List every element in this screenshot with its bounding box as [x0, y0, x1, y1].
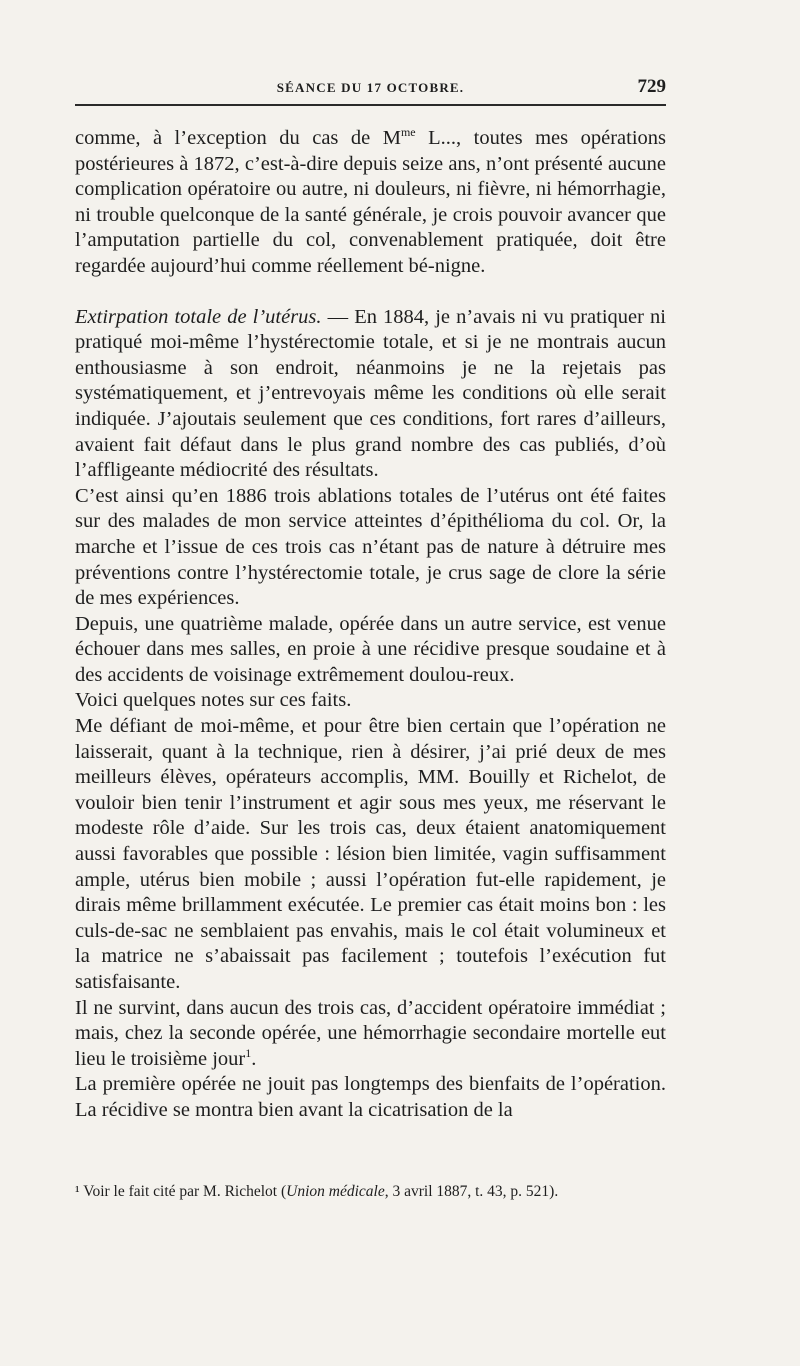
paragraph-1: comme, à l’exception du cas de $M^{me}$ L..., toutes mes opérations postérieures à 1872, c’est-à-dire depuis seize ans, n’ont présenté aucune complication opératoire ou autre, ni douleurs, ni fièvre, ni hémorrhagie, ni trouble quelconque de la santé générale, je crois pouvoir avancer que l’amputation partielle du col, convenablement pratiquée, doit être regardée aujourd’hui comme réellement bé-nigne. — [75, 125, 667, 277]
paragraph-6: Il ne survint, dans aucun des trois cas, d’accident opératoire immédiat ; mais, chez la seconde opérée, une hémorrhagie secondaire mortelle eut lieu le troisième jour$^1$. — [75, 996, 666, 1070]
footnote-ref: 1 — [245, 1045, 252, 1060]
paragraph-4: Voici quelques notes sur ces faits. — [75, 689, 352, 712]
header-rule — [75, 104, 666, 106]
footnote-marker: ¹ — [75, 1183, 80, 1200]
header-title: SÉANCE DU 17 OCTOBRE. — [276, 80, 465, 95]
section-heading: Extirpation totale de l’utérus. — [75, 305, 322, 328]
page — [75, 76, 666, 1124]
paragraph-5: Me défiant de moi-même, et pour être bien certain que l’opération ne laisserait, quant à la technique, rien à désirer, j’ai prié deux de mes meilleurs élèves, opérateurs accomplis, MM. Bouilly et Richelot, de vouloir bien tenir l’instrument et agir sous mes yeux, me réservant le modeste rôle d’aide. Sur les trois cas, deux étaient anatomiquement aussi favorables que possible : lésion bien limitée, vagin suffisamment ample, utérus bien mobile ; aussi l’opération fut-elle rapidement, je dirais même brillamment exécutée. Le premier cas était moins bon : les culs-de-sac ne semblaient pas envahis, mais le col était volumineux et la matrice ne s’abaissait pas facilement ; toutefois l’exécution fut satisfaisante. — [75, 715, 666, 993]
body-text — [75, 126, 666, 1124]
paragraph-7: La première opérée ne jouit pas longtemps des bienfaits de l’opération. La récidive se montra bien avant la cicatrisation de la — [75, 1073, 666, 1121]
page-number: 729 — [637, 76, 666, 97]
section-paragraph: Extirpation totale de l’utérus. — En 1884, je n’avais ni vu pratiquer ni pratiqué moi-même l’hystérectomie totale, et si je ne montrais aucun enthousiasme à son endroit, néanmoins je ne la rejetais pas systématiquement, et j’entrevoyais même les conditions où elle serait indiquée. J’ajoutais seulement que ces conditions, fort rares d’ailleurs, avaient fait défaut dans le plus grand nombre des cas publiés, d’où l’affligeante médiocrité des résultats. — [75, 305, 666, 482]
footnote: ¹ Voir le fait cité par M. Richelot (Union médicale, 3 avril 1887, t. 43, p. 521). — [75, 1183, 559, 1200]
paragraph-3: Depuis, une quatrième malade, opérée dans un autre service, est venue échouer dans mes salles, en proie à une récidive presque soudaine et à des accidents de voisinage extrêmement doulou-reux. — [75, 612, 666, 686]
paragraph-2: C’est ainsi qu’en 1886 trois ablations totales de l’utérus ont été faites sur des malades de mon service atteintes d’épithélioma du col. Or, la marche et l’issue de ces trois cas n’étant pas de nature à détruire mes préventions contre l’hystérectomie totale, je crus sage de clore la série de mes expériences. — [75, 484, 666, 610]
running-header — [75, 76, 666, 102]
